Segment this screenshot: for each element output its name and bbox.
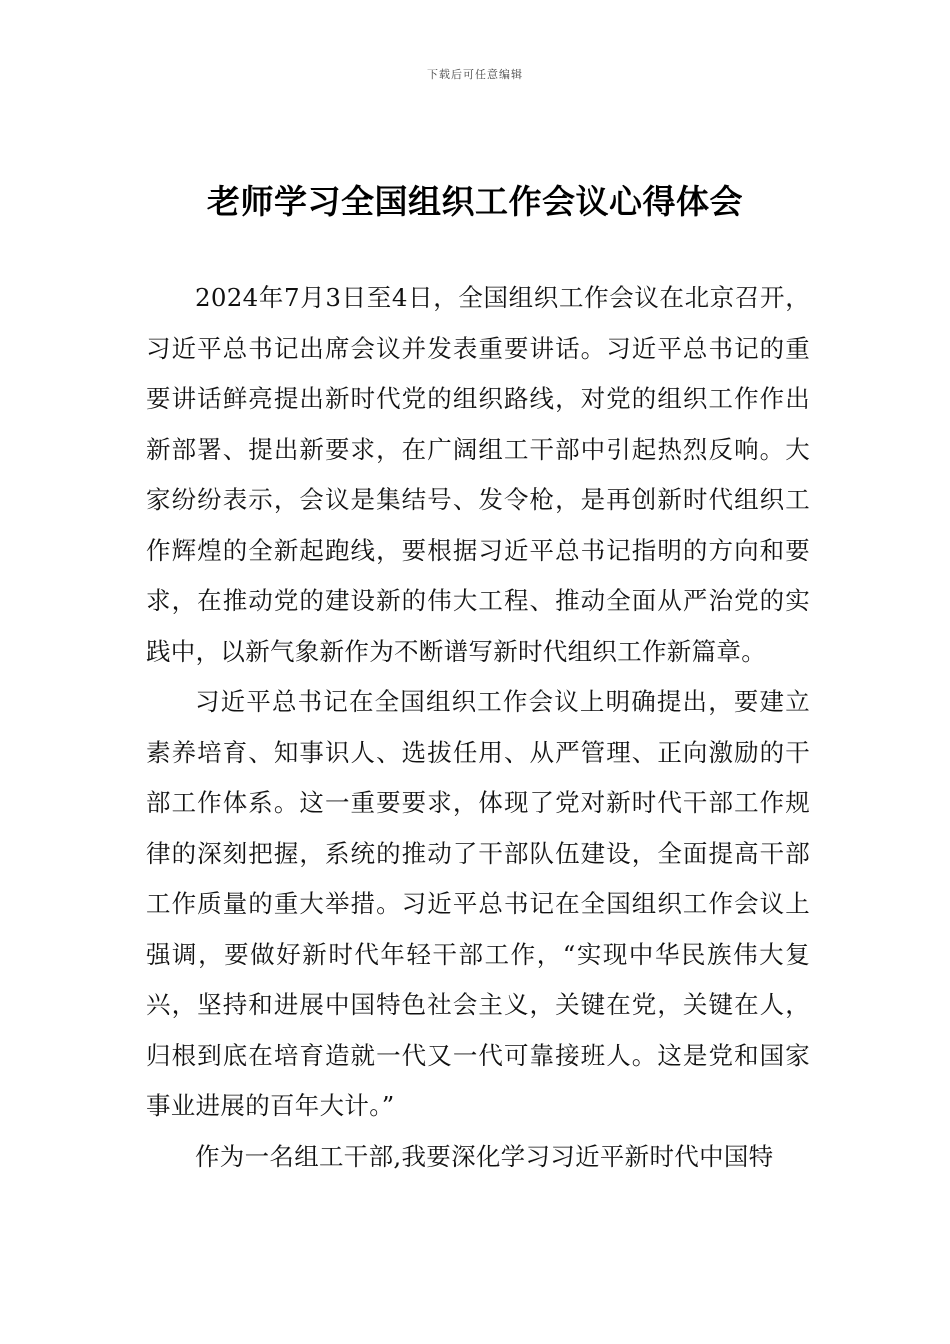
paragraph-1: 2024年7月3日至4日，全国组织工作会议在北京召开，习近平总书记出席会议并发表重要讲话。习近平总书记的重要讲话鲜亮提出新时代党的组织路线，对党的组织工作作出新部署、提出新要求，在广阔组工干部中引起热烈反响。大家纷纷表示，会议是集结号、发令枪，是再创新时代组织工作辉煌的全新起跑线，要根据习近平总书记指明的方向和要求，在推动党的建设新的伟大工程、推动全面从严治党的实践中，以新气象新作为不断谱写新时代组织工作新篇章。 xyxy=(146,283,810,666)
header-note: 下载后可任意编辑 xyxy=(427,68,523,81)
document-title: 老师学习全国组织工作会议心得体会 xyxy=(207,182,743,221)
paragraph-2: 习近平总书记在全国组织工作会议上明确提出，要建立素养培育、知事识人、选拔任用、从严管理、正向激励的干部工作体系。这一重要要求，体现了党对新时代干部工作规律的深刻把握，系统的推动了干部队伍建设，全面提高干部工作质量的重大举措。习近平总书记在全国组织工作会议上强调，要做好新时代年轻干部工作，“实现中华民族伟大复兴，坚持和进展中国特色社会主义，关键在党，关键在人，归根到底在培育造就一代又一代可靠接班人。这是党和国家事业进展的百年大计。” xyxy=(146,687,810,1120)
document-body xyxy=(146,273,810,1182)
paragraph-3: 作为一名组工干部,我要深化学习习近平新时代中国特 xyxy=(195,1141,774,1171)
